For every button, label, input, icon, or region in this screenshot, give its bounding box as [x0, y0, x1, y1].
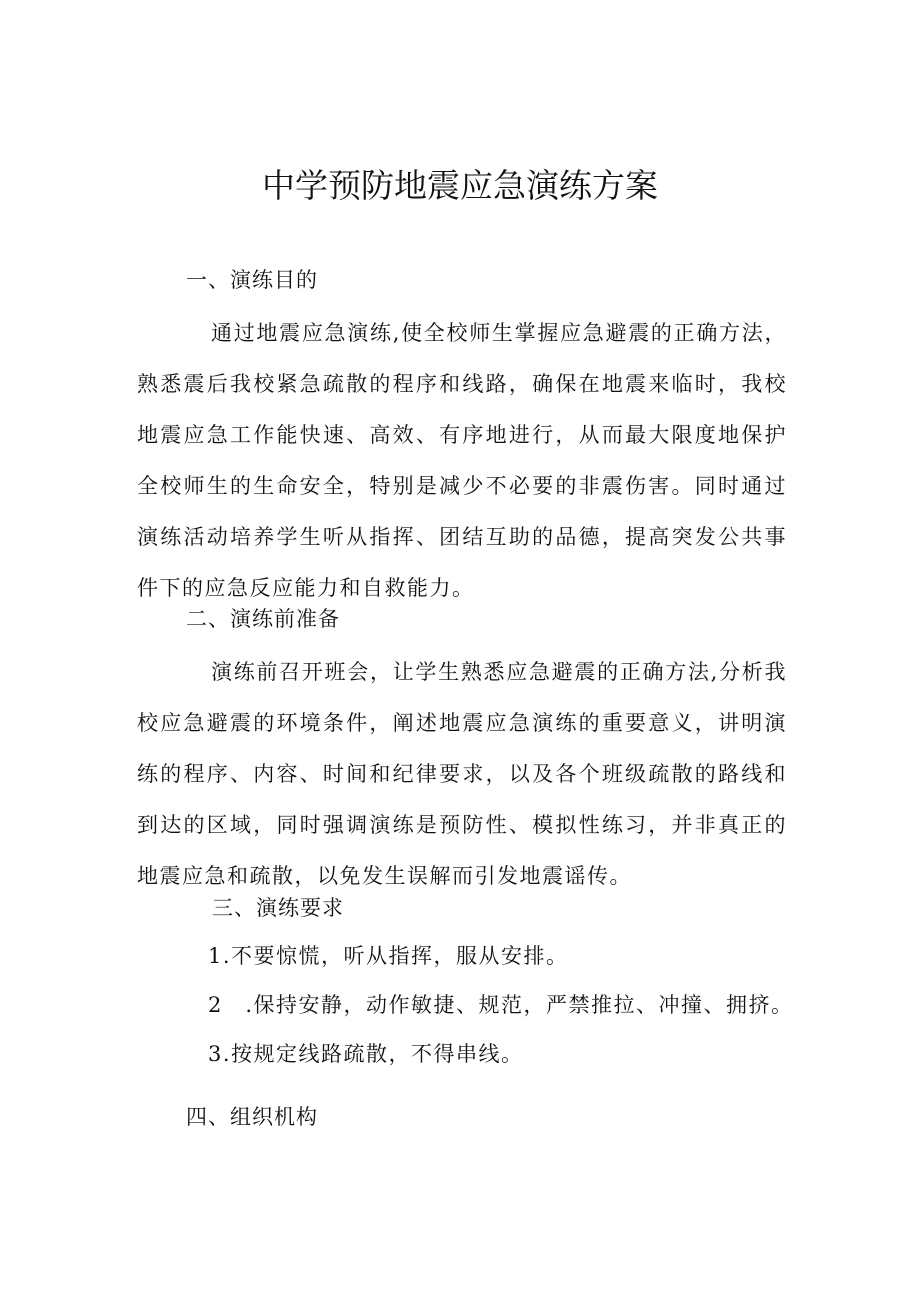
paragraph-text: 演练前召开班会，让学生熟悉应急避震的正确方法,分析我校应急避震的环境条件，阐述地震应急演练的重要意义，讲明演练的程序、内容、时间和纪律要求，以及各个班级疏散的路线和到达的区域，同时强调演练是预防性、模拟性练习，并非真正的地震应急和疏散，以免发生误解而引发地震谣传。	[137, 660, 787, 888]
paragraph-preparation	[137, 647, 787, 902]
requirement-item-3: 3.按规定线路疏散，不得串线。	[208, 1042, 524, 1066]
section-heading-preparation: 二、演练前准备	[186, 607, 340, 631]
paragraph-text: 通过地震应急演练,使全校师生掌握应急避震的正确方法，熟悉震后我校紧急疏散的程序和线路，确保在地震来临时，我校地震应急工作能快速、高效、有序地进行，从而最大限度地保护全校师生的生命安全，特别是减少不必要的非震伤害。同时通过演练活动培养学生听从指挥、团结互助的品德，提高突发公共事件下的应急反应能力和自救能力。	[137, 321, 787, 600]
requirement-item-2: 2 .保持安静，动作敏捷、规范，严禁推拉、冲撞、拥挤。	[208, 993, 794, 1017]
section-heading-organization: 四、组织机构	[186, 1105, 318, 1129]
document-title: 中学预防地震应急演练方案	[262, 166, 658, 205]
requirement-item-1: 1.不要惊慌，听从指挥，服从安排。	[208, 944, 569, 968]
paragraph-purpose	[137, 308, 787, 614]
section-heading-requirements: 三、演练要求	[212, 896, 344, 920]
section-heading-purpose: 一、演练目的	[186, 268, 318, 292]
